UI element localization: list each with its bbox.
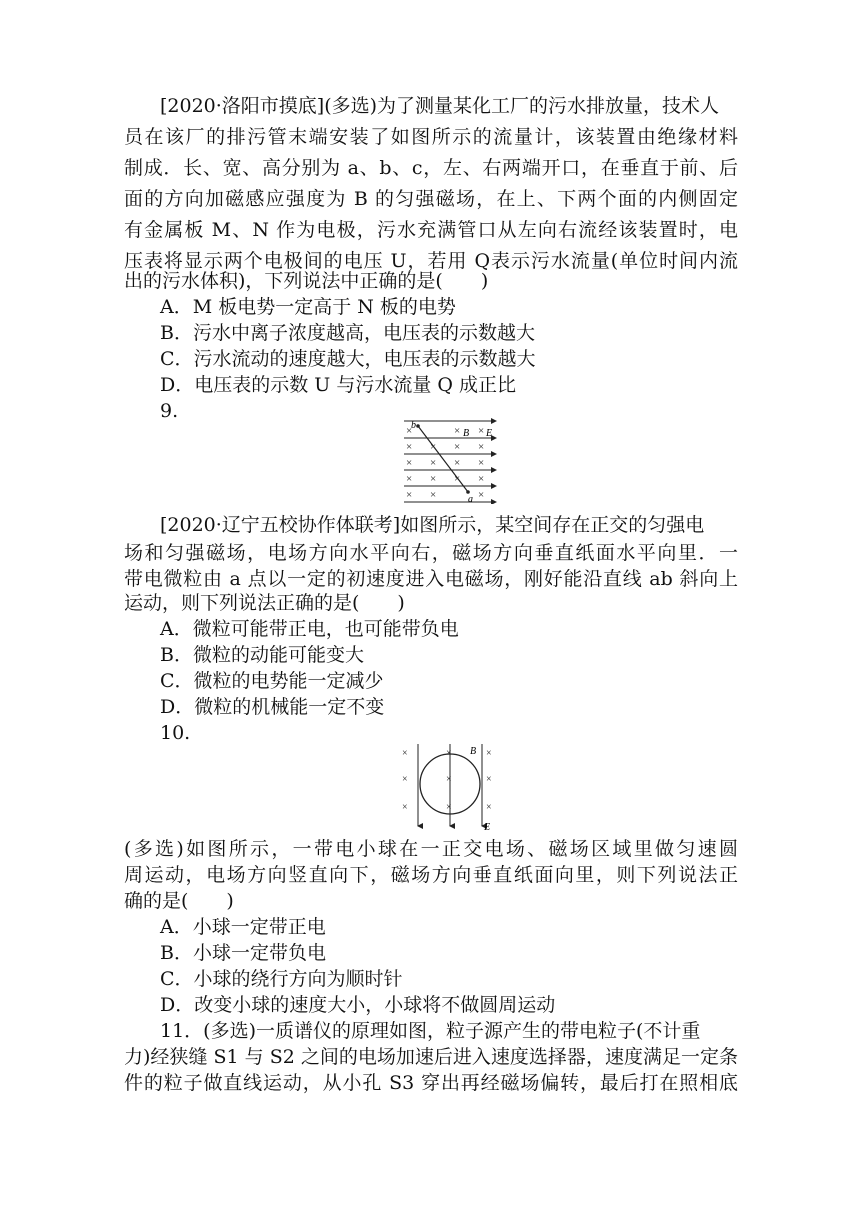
q10-option-d: D．改变小球的速度大小，小球将不做圆周运动 (160, 994, 556, 1016)
svg-text:×: × (402, 774, 408, 785)
q8-option-c: C．污水流动的速度越大，电压表的示数越大 (160, 348, 536, 370)
svg-text:×: × (406, 425, 413, 437)
svg-text:×: × (454, 457, 461, 469)
svg-text:×: × (406, 457, 413, 469)
point-b (416, 424, 420, 428)
q9-number: 9. (160, 400, 179, 422)
svg-text:×: × (430, 457, 437, 469)
svg-text:×: × (406, 473, 413, 485)
magnetic-field-crosses (406, 425, 484, 501)
svg-text:×: × (446, 802, 452, 813)
label-b: b (411, 420, 416, 431)
svg-text:×: × (402, 748, 408, 759)
q10-line-2: 周运动，电场方向竖直向下，磁场方向垂直纸面向里，则下列说法正 (124, 864, 738, 886)
q11-line-1: 11．(多选)一质谱仪的原理如图，粒子源产生的带电粒子(不计重 (160, 1020, 701, 1042)
trajectory-ab (418, 426, 468, 492)
svg-text:×: × (430, 473, 437, 485)
q10-option-a: A．小球一定带正电 (160, 916, 326, 938)
label-E: E (484, 822, 491, 830)
q10-number: 10. (160, 722, 191, 744)
svg-text:×: × (402, 802, 408, 813)
q8-line-2: 员在该厂的排污管末端安装了如图所示的流量计，该装置由绝缘材料 (124, 126, 738, 148)
q8-line-3: 制成．长、宽、高分别为 a、b、c，左、右两端开口，在垂直于前、后 (124, 157, 738, 179)
q9-field-figure (396, 416, 504, 504)
svg-text:×: × (430, 489, 437, 501)
q8-line-4: 面的方向加磁感应强度为 B 的匀强磁场，在上、下两个面的内侧固定 (124, 188, 738, 210)
q10-option-b: B．小球一定带负电 (160, 942, 326, 964)
svg-text:×: × (446, 774, 452, 785)
q9-line-3: 带电微粒由 a 点以一定的初速度进入电磁场，刚好能沿直线 ab 斜向上 (124, 568, 738, 590)
q10-line-3: 确的是( ) (124, 890, 234, 912)
q8-option-a: A．M 板电势一定高于 N 板的电势 (160, 296, 456, 318)
q9-field-diagram (396, 416, 504, 504)
svg-text:×: × (454, 473, 461, 485)
label-B: B (463, 428, 470, 439)
magnetic-field-crosses (402, 748, 492, 813)
svg-text:×: × (406, 489, 413, 501)
svg-text:×: × (446, 748, 452, 759)
q9-line-1: [2020·辽宁五校协作体联考]如图所示，某空间存在正交的匀强电 (160, 514, 705, 536)
q10-field-diagram (398, 742, 502, 830)
svg-text:×: × (478, 425, 485, 437)
q9-line-4: 运动，则下列说法正确的是( ) (124, 592, 405, 614)
q8-option-b: B．污水中离子浓度越高，电压表的示数越大 (160, 322, 535, 344)
q8-line-6: 压表将显示两个电极间的电压 U，若用 Q表示污水流量(单位时间内流 (124, 250, 738, 272)
q8-option-d: D．电压表的示数 U 与污水流量 Q 成正比 (160, 374, 516, 396)
svg-text:×: × (486, 802, 492, 813)
svg-text:×: × (454, 425, 461, 437)
q9-line-2: 场和匀强磁场，电场方向水平向右，磁场方向垂直纸面水平向里．一 (124, 542, 738, 564)
q8-line-7: 出的污水体积)，下列说法中正确的是( ) (124, 270, 489, 292)
label-B: B (470, 746, 477, 757)
q9-option-d: D．微粒的机械能一定不变 (160, 696, 385, 718)
q9-option-c: C．微粒的电势能一定减少 (160, 670, 384, 692)
svg-text:×: × (478, 473, 485, 485)
q9-option-b: B．微粒的动能可能变大 (160, 644, 364, 666)
q10-option-c: C．小球的绕行方向为顺时针 (160, 968, 403, 990)
q8-line-1: [2020·洛阳市摸底](多选)为了测量某化工厂的污水排放量，技术人 (160, 95, 720, 117)
svg-text:×: × (430, 441, 437, 453)
q9-option-a: A．微粒可能带正电，也可能带负电 (160, 618, 459, 640)
q8-line-5: 有金属板 M、N 作为电极，污水充满管口从左向右流经该装置时，电 (124, 219, 738, 241)
svg-text:×: × (486, 774, 492, 785)
svg-text:×: × (478, 489, 485, 501)
svg-text:×: × (454, 441, 461, 453)
svg-text:×: × (478, 441, 485, 453)
label-a: a (468, 494, 473, 504)
q11-line-2: 力)经狭缝 S1 与 S2 之间的电场加速后进入速度选择器，速度满足一定条 (124, 1046, 738, 1068)
q11-line-3: 件的粒子做直线运动，从小孔 S3 穿出再经磁场偏转，最后打在照相底 (124, 1072, 738, 1094)
q10-field-figure (398, 742, 502, 830)
svg-text:×: × (486, 748, 492, 759)
q10-line-1: (多选)如图所示，一带电小球在一正交电场、磁场区域里做匀速圆 (124, 838, 738, 860)
svg-text:×: × (406, 441, 413, 453)
svg-text:×: × (478, 457, 485, 469)
label-E: E (486, 428, 493, 439)
